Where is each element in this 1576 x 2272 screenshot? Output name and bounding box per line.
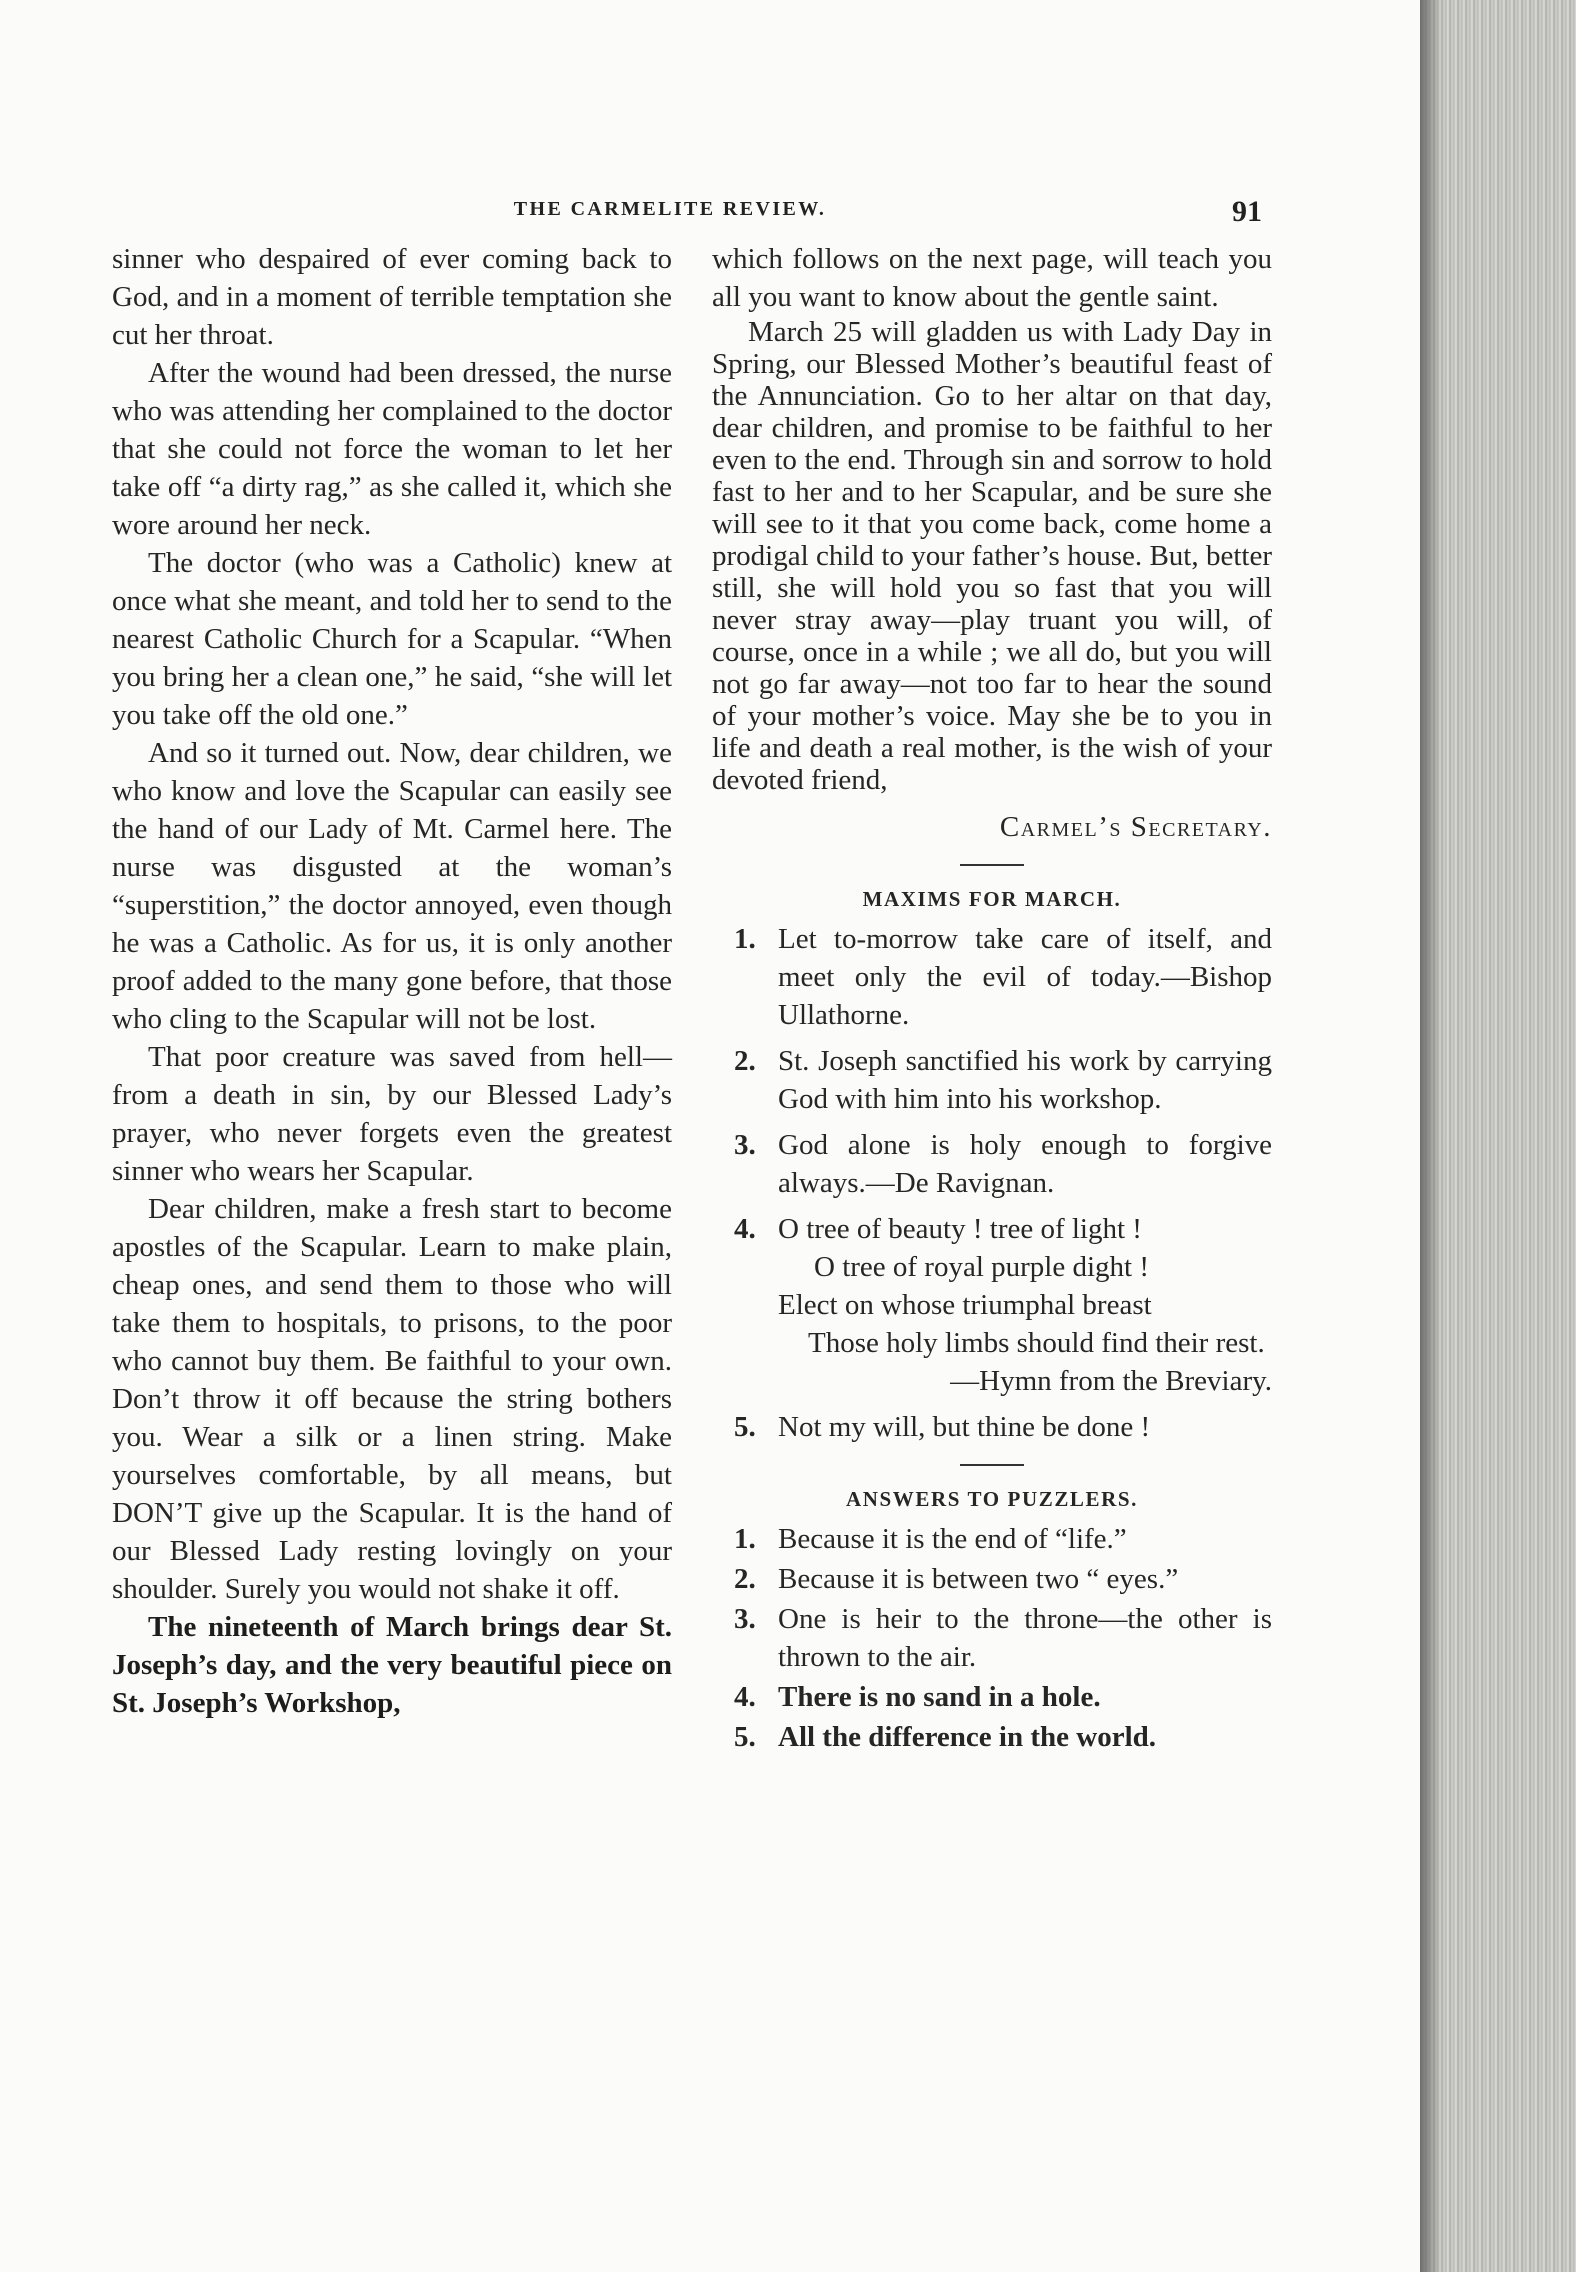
paragraph: March 25 will gladden us with Lady Day in Spring, our Blessed Mother’s beautiful feast of the Annunciation. Go to her altar on that day, dear children, and promise to be faithful to her even to the end. Through sin and sorrow to hold fast to her and to her Scapular, and be sure she will see to it that you come back, come home a prodigal child to your father’s house. But, better still, she will hold you so fast that you will never stray away—play truant you will, of course, once in a while ; we all do, but you will not go far away—not too far to hear the sound of your mother’s voice. May she be to you in life and death a real mother, is the wish of your devoted friend, xyxy=(712,316,1272,796)
item-number: 1. xyxy=(734,1523,756,1555)
answers-heading: ANSWERS TO PUZZLERS. xyxy=(845,1487,1139,1511)
item-number: 5. xyxy=(734,1721,756,1753)
item-number: 5. xyxy=(734,1411,756,1443)
section-divider xyxy=(960,864,1024,866)
verse-line: O tree of royal purple dight ! xyxy=(814,1251,1150,1283)
list-item xyxy=(712,1600,1272,1676)
maxims-heading: MAXIMS FOR MARCH. xyxy=(862,887,1122,911)
list-item xyxy=(712,1718,1272,1756)
paragraph: And so it turned out. Now, dear children, we who know and love the Scapular can easily see the hand of our Lady of Mt. Carmel here. The nurse was disgusted at the woman’s “superstition,” the doctor annoyed, even though he was a Catholic. As for us, it is only another proof added to the many gone before, that those who cling to the Scapular will not be lost. xyxy=(112,737,672,1035)
paragraph: The nineteenth of March brings dear St. Joseph’s day, and the very beautiful piece on St. Joseph’s Workshop, xyxy=(112,1611,672,1719)
verse-line: Elect on whose triumphal breast xyxy=(778,1289,1152,1321)
right-column xyxy=(712,240,1272,1758)
paragraph: After the wound had been dressed, the nurse who was attending her complained to the doctor that she could not force the woman to let her take off “a dirty rag,” as she called it, which she wore around her neck. xyxy=(112,357,672,541)
signature: Carmel’s Secretary. xyxy=(999,811,1272,843)
list-item xyxy=(712,1408,1272,1446)
item-text: Because it is the end of “life.” xyxy=(778,1523,1127,1555)
list-item xyxy=(712,1042,1272,1118)
running-head: THE CARMELITE REVIEW. xyxy=(513,198,827,220)
left-column xyxy=(112,240,672,1722)
item-number: 4. xyxy=(734,1213,756,1245)
item-text: God alone is holy enough to forgive always.—De Ravignan. xyxy=(778,1129,1272,1199)
list-item xyxy=(712,1520,1272,1558)
item-number: 2. xyxy=(734,1563,756,1595)
item-text: Because it is between two “ eyes.” xyxy=(778,1563,1179,1595)
item-number: 4. xyxy=(734,1681,756,1713)
paragraph: which follows on the next page, will teach you all you want to know about the gentle saint. xyxy=(712,243,1272,313)
list-item xyxy=(712,1678,1272,1716)
list-item xyxy=(712,1126,1272,1202)
item-text: There is no sand in a hole. xyxy=(778,1681,1101,1713)
paragraph: sinner who despaired of ever coming back to God, and in a moment of terrible temptation she cut her throat. xyxy=(112,243,672,351)
item-number: 3. xyxy=(734,1603,756,1635)
list-item xyxy=(712,1210,1272,1400)
paragraph: Dear children, make a fresh start to become apostles of the Scapular. Learn to make plain, cheap ones, and send them to those who will take them to hospitals, to prisons, to the poor who cannot buy them. Be faithful to your own. Don’t throw it off because the string bothers you. Wear a silk or a linen string. Make yourselves comfortable, by all means, but DON’T give up the Scapular. It is the hand of our Blessed Lady resting lovingly on your shoulder. Surely you would not shake it off. xyxy=(112,1193,672,1605)
item-text: St. Joseph sanctified his work by carrying God with him into his workshop. xyxy=(778,1045,1272,1115)
item-number: 3. xyxy=(734,1129,756,1161)
item-text: Let to-morrow take care of itself, and meet only the evil of today.—Bishop Ullathorne. xyxy=(778,923,1272,1031)
verse-line: Those holy limbs should find their rest. xyxy=(808,1327,1265,1359)
paragraph: That poor creature was saved from hell—from a death in sin, by our Blessed Lady’s prayer, who never forgets even the greatest sinner who wears her Scapular. xyxy=(112,1041,672,1187)
page-edges xyxy=(1420,0,1576,2272)
item-number: 2. xyxy=(734,1045,756,1077)
item-text: All the difference in the world. xyxy=(778,1721,1157,1753)
paragraph: The doctor (who was a Catholic) knew at once what she meant, and told her to send to the nearest Catholic Church for a Scapular. “When you bring her a clean one,” he said, “she will let you take off the old one.” xyxy=(112,547,672,731)
verse-line: O tree of beauty ! tree of light ! xyxy=(778,1213,1142,1245)
list-item xyxy=(712,1560,1272,1598)
section-divider xyxy=(960,1464,1024,1466)
answers-list xyxy=(712,1520,1272,1756)
item-text: Not my will, but thine be done ! xyxy=(778,1411,1151,1443)
item-text: One is heir to the throne—the other is thrown to the air. xyxy=(778,1603,1272,1673)
list-item xyxy=(712,920,1272,1034)
item-number: 1. xyxy=(734,923,756,955)
verse-attribution: —Hymn from the Breviary. xyxy=(950,1365,1272,1397)
maxims-list xyxy=(712,920,1272,1446)
page-number: 91 xyxy=(1232,195,1262,228)
